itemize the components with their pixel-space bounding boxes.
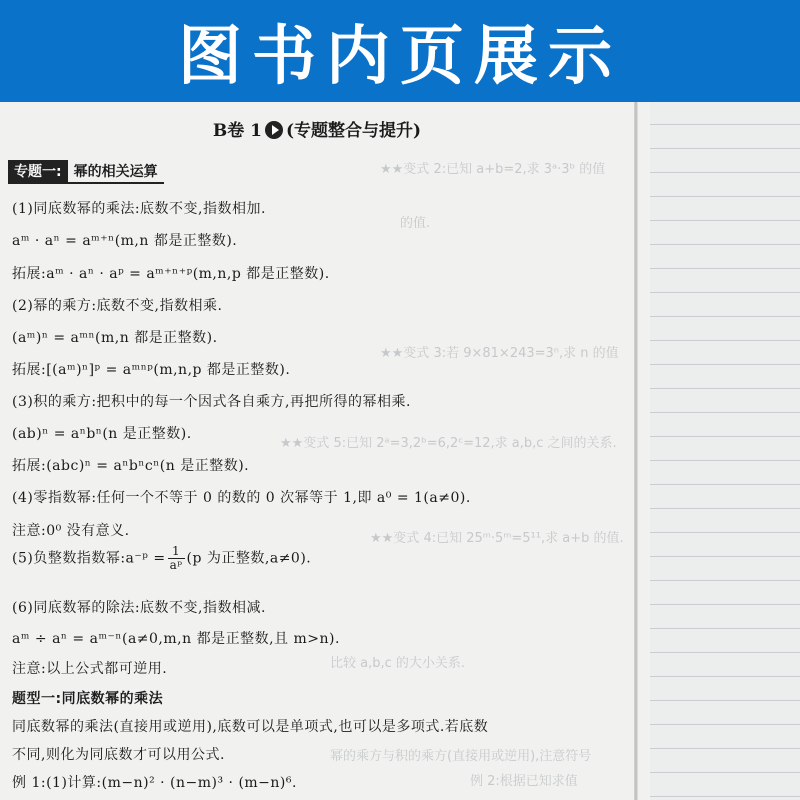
example-text: 例 1:(1)计算:(m−n)² · (n−m)³ · (m−n)⁶. bbox=[12, 775, 297, 791]
right-page bbox=[650, 102, 800, 800]
book-spine bbox=[634, 102, 638, 800]
ghost-text: ★★变式 5:已知 2ᵃ=3,2ᵇ=6,2ᶜ=12,求 a,b,c 之间的关系. bbox=[280, 436, 617, 451]
rule-text: (2)幂的乘方:底数不变,指数相乘. bbox=[12, 298, 223, 314]
fraction-numerator: 1 bbox=[168, 545, 185, 559]
rule-text: (3)积的乘方:把积中的每一个因式各自乘方,再把所得的幂相乘. bbox=[12, 394, 411, 410]
rule-text-negative-exponent bbox=[12, 545, 311, 572]
fraction bbox=[168, 545, 185, 572]
section-suffix: (专题整合与提升) bbox=[286, 121, 422, 141]
ghost-text: ★★变式 2:已知 a+b=2,求 3ᵃ·3ᵇ 的值 bbox=[380, 162, 606, 177]
section-prefix: B卷 1 bbox=[212, 121, 263, 141]
rule-text-before: (5)负整数指数幂:a⁻ᵖ = bbox=[12, 550, 166, 567]
note-text: 注意:0⁰ 没有意义. bbox=[12, 523, 130, 539]
body-text: 同底数幂的乘法(直接用或逆用),底数可以是单项式,也可以是多项式.若底数 bbox=[12, 719, 489, 735]
rule-text: (1)同底数幂的乘法:底数不变,指数相加. bbox=[12, 201, 266, 217]
topic-heading bbox=[8, 160, 164, 184]
topic-tag: 专题一: bbox=[8, 160, 68, 184]
ghost-text: 的值. bbox=[400, 216, 431, 231]
section-heading bbox=[0, 116, 634, 141]
rule-text: (4)零指数幂:任何一个不等于 0 的数的 0 次幂等于 1,即 a⁰ = 1(a≠0). bbox=[12, 490, 471, 506]
note-text: 注意:以上公式都可逆用. bbox=[12, 661, 168, 677]
body-text: 不同,则化为同底数才可以用公式. bbox=[12, 747, 225, 763]
formula-text: (aᵐ)ⁿ = aᵐⁿ(m,n 都是正整数). bbox=[12, 330, 218, 346]
rule-text: (6)同底数幂的除法:底数不变,指数相减. bbox=[12, 600, 266, 616]
ghost-text: ★★变式 3:若 9×81×243=3ⁿ,求 n 的值 bbox=[380, 346, 619, 361]
ghost-text: 比较 a,b,c 的大小关系. bbox=[330, 656, 466, 671]
rule-text-after: (p 为正整数,a≠0). bbox=[186, 550, 312, 567]
banner-title: 图书内页展示 bbox=[0, 0, 800, 102]
fraction-denominator: aᵖ bbox=[169, 558, 183, 572]
ghost-text: 例 2:根据已知求值 bbox=[470, 774, 578, 789]
ghost-text: 幂的乘方与积的乘方(直接用或逆用),注意符号 bbox=[330, 749, 592, 764]
formula-text: 拓展:(abc)ⁿ = aⁿbⁿcⁿ(n 是正整数). bbox=[12, 458, 250, 474]
formula-text: aᵐ ÷ aⁿ = aᵐ⁻ⁿ(a≠0,m,n 都是正整数,且 m>n). bbox=[12, 631, 340, 647]
ghost-text: ★★变式 4:已知 25ᵐ·5ᵐ=5¹¹,求 a+b 的值. bbox=[370, 531, 624, 546]
formula-text: 拓展:[(aᵐ)ⁿ]ᵖ = aᵐⁿᵖ(m,n,p 都是正整数). bbox=[12, 362, 291, 378]
formula-text: 拓展:aᵐ · aⁿ · aᵖ = aᵐ⁺ⁿ⁺ᵖ(m,n,p 都是正整数). bbox=[12, 266, 330, 282]
question-type-heading: 题型一:同底数幂的乘法 bbox=[12, 691, 164, 707]
play-icon bbox=[265, 121, 283, 139]
formula-text: aᵐ · aⁿ = aᵐ⁺ⁿ(m,n 都是正整数). bbox=[12, 233, 238, 249]
formula-text: (ab)ⁿ = aⁿbⁿ(n 是正整数). bbox=[12, 426, 192, 442]
topic-name: 幂的相关运算 bbox=[68, 161, 164, 184]
